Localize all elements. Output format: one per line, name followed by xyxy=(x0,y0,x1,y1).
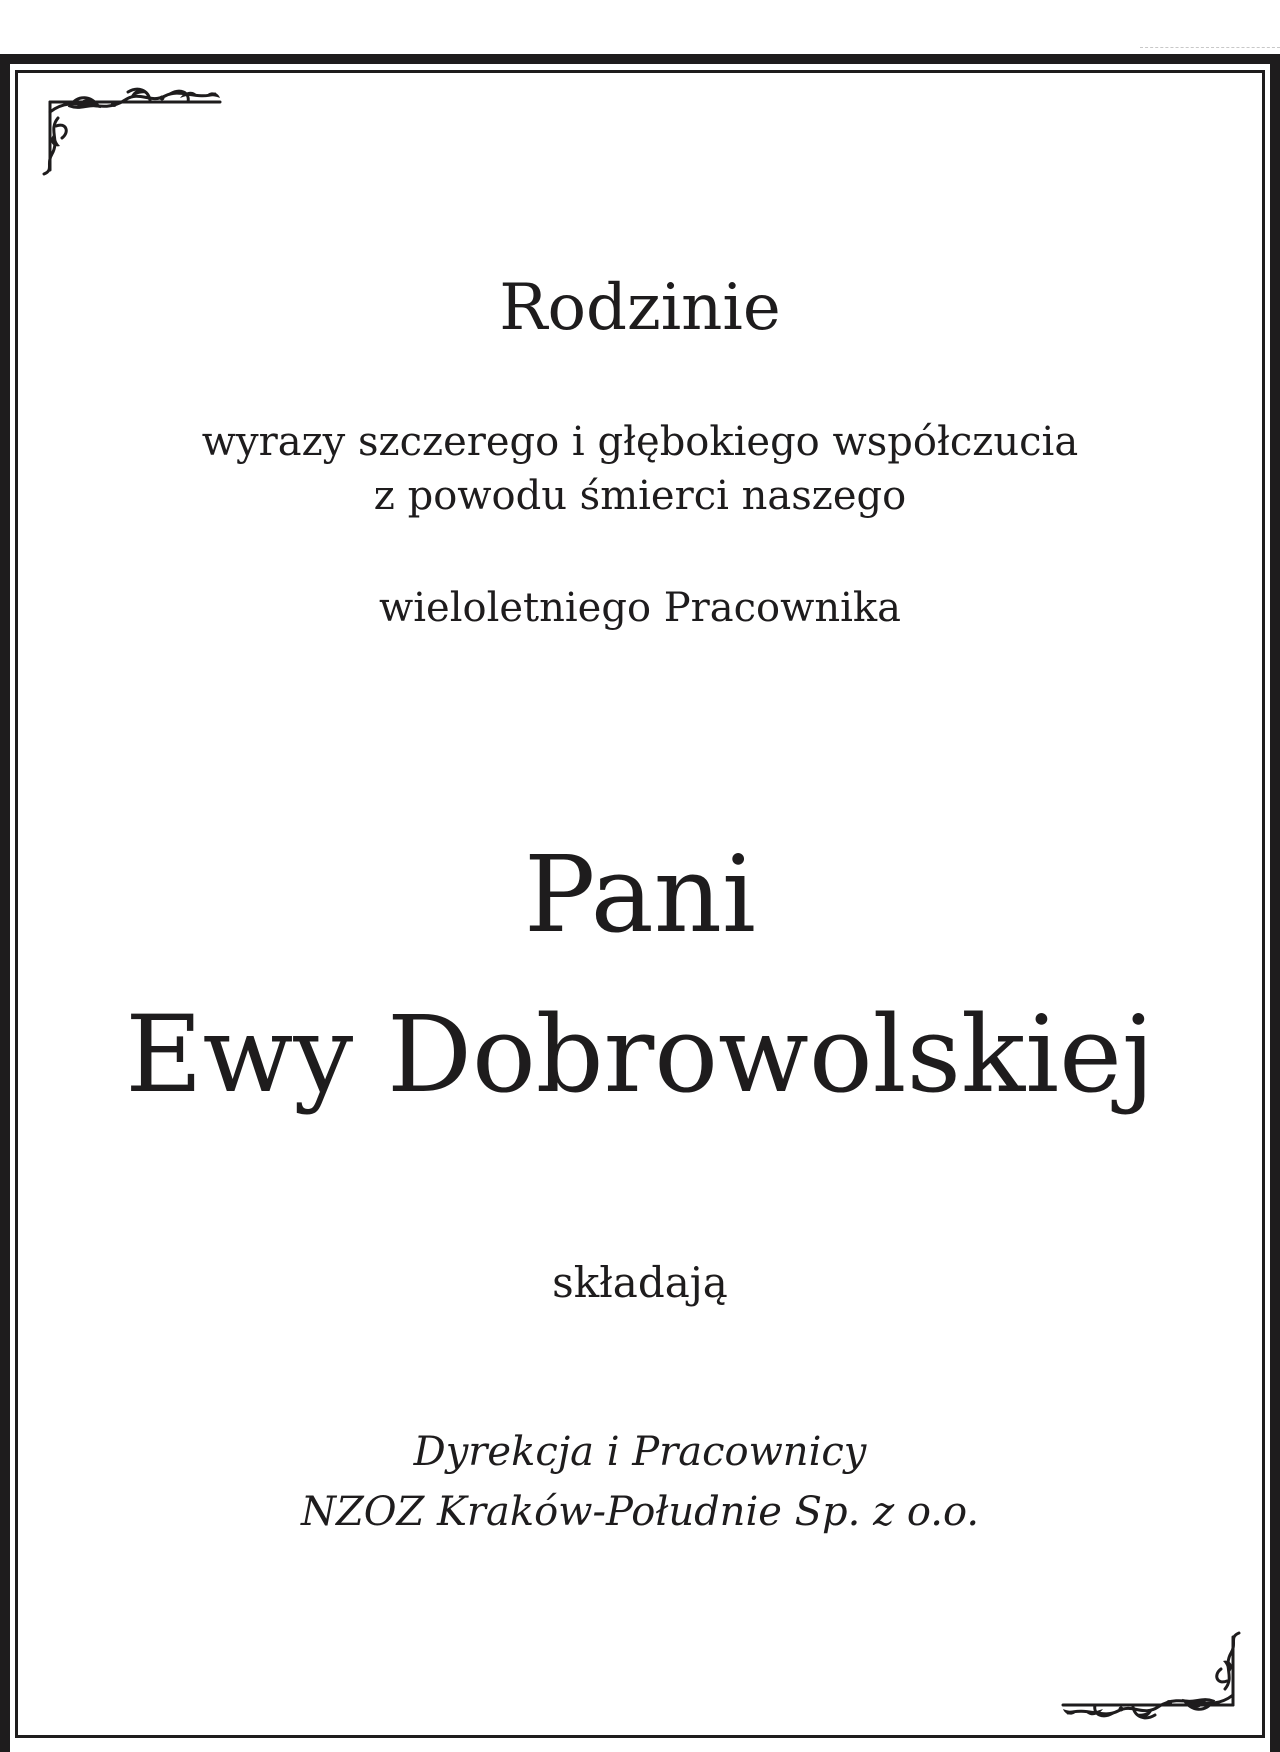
signature-line-1: Dyrekcja i Pracownicy xyxy=(413,1429,867,1475)
recipient-heading: Rodzinie xyxy=(499,271,781,345)
condolence-line-1: wyrazy szczerego i głębokiego współczucia xyxy=(201,419,1079,465)
top-dashed-rule xyxy=(1140,47,1280,48)
floral-corner-ornament-icon xyxy=(1058,1630,1253,1725)
deceased-name-block xyxy=(15,815,1265,1135)
signature-line-2: NZOZ Kraków-Południe Sp. z o.o. xyxy=(300,1489,980,1535)
condolence-verb: składają xyxy=(552,1258,728,1307)
signature-block xyxy=(15,1422,1265,1542)
condolence-line-2: z powodu śmierci naszego xyxy=(373,473,907,519)
condolence-text xyxy=(15,415,1265,523)
floral-corner-ornament-icon xyxy=(30,82,225,177)
deceased-name: Ewy Dobrowolskiej xyxy=(125,993,1155,1116)
deceased-title: Pani xyxy=(524,833,756,956)
deceased-role: wieloletniego Pracownika xyxy=(379,585,901,631)
